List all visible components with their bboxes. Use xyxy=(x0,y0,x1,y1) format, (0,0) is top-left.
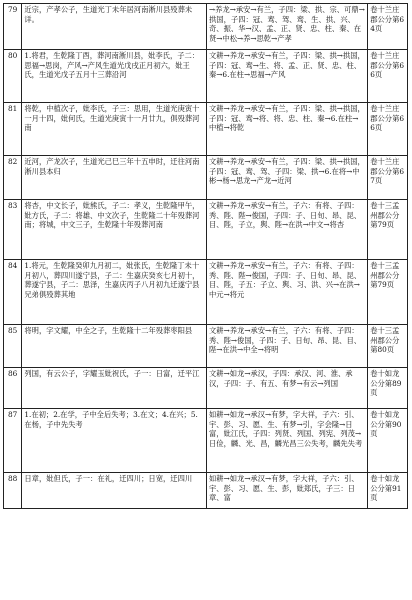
table-row xyxy=(4,103,408,156)
table-row xyxy=(4,200,408,260)
table-row xyxy=(4,156,408,200)
row-number: 85 xyxy=(4,325,22,368)
table-row xyxy=(4,325,408,368)
table-body xyxy=(4,4,408,509)
row-number: 83 xyxy=(4,200,22,260)
row-number: 84 xyxy=(4,260,22,325)
person-description: 近河，产龙次子，生道光己巳三年十五申时，迁往河南淅川县本归 xyxy=(22,156,207,200)
source-reference: 卷十如龙公分第90页 xyxy=(368,409,408,473)
source-reference: 卷十兰庄郡公分第64页 xyxy=(368,4,408,50)
person-description: 将乾，中植次子，妣李氏，子三：思用，生道光庚寅十一月十四，妣何氏，生道光庚寅十一月廿九，俱殁葬河南 xyxy=(22,103,207,156)
row-number: 86 xyxy=(4,368,22,409)
table-row xyxy=(4,368,408,409)
person-description: 将杏，中文长子，妣熊氏，子二：孝义，生乾隆甲午，妣方氏，子二：将雄、中文次子，生乾隆二十年殁葬河南；将城，中文三子，生乾隆十年殁葬河南 xyxy=(22,200,207,260)
person-description: 列国，有云公子，字耀玉妣祝氏，子一：日富，迁平江 xyxy=(22,368,207,409)
person-description: 近宗，产孝公子，生道光丁未年居河南淅川县殁葬未详。 xyxy=(22,4,207,50)
person-description: 日章，妣但氏，子一：在礼，迁四川；日宽，迁四川 xyxy=(22,473,207,509)
source-reference: 卷十三孟州郡公分第79页 xyxy=(368,200,408,260)
source-reference: 卷十三孟州郡公分第79页 xyxy=(368,260,408,325)
row-number: 87 xyxy=(4,409,22,473)
person-description: 1.将君，生乾隆丁酉，葬河南淅川县，妣李氏，子二：思福→思岗，产风→产风生道光戊戌正月初六，妣王氏，生道光戊子五月十三葬沿河 xyxy=(22,50,207,103)
table-row xyxy=(4,409,408,473)
source-reference: 卷十三孟州郡公分第80页 xyxy=(368,325,408,368)
table-row xyxy=(4,260,408,325)
table-row xyxy=(4,50,408,103)
source-reference: 卷十如龙公分第91页 xyxy=(368,473,408,509)
lineage-chain: 如耕→如龙→承汉→有梦，字大祥，子六：引、宇、彭、习、愿、生、有梦→引，字会隆→日富，妣江氏，子四：列贤、列国、列宪、列茂→日俭，麟、光、昌，麟光昌三公失考，麟先失考 xyxy=(207,409,368,473)
lineage-chain: 文耕→如龙→承汉，子四：承汉、河、淮、承汉，子四：子、有五、有梦→有云→列国 xyxy=(207,368,368,409)
row-number: 80 xyxy=(4,50,22,103)
person-description: 1.将元，生乾隆癸卯九月初二，妣张氏，生乾隆丁未十月初八，葬四川遂宁县，子二：生嘉庆癸亥七月初十，葬遂宁县，子二：思泽，生嘉庆丙子八月初九迁遂宁县兄弟俱殁葬其地 xyxy=(22,260,207,325)
lineage-chain: 文耕→养龙→承安→有兰，子六：有将、子四：秀、陛→俊国，子四：子、日旬、昂、昆、目、陛→在洪→中全→将明 xyxy=(207,325,368,368)
row-number: 79 xyxy=(4,4,22,50)
table-row xyxy=(4,4,408,50)
lineage-chain: 文耕→养龙→承安→有兰，子六：有将、子四：秀、陛、陛→俊国，子四：子、日旬、昂、昆、目、陛，子五：子立、舆、习、洪、兴→在洪→中元→将元 xyxy=(207,260,368,325)
lineage-chain: 文耕→养龙→承安→有兰，子六：有将、子四：秀、陛、陛→俊国，子四：子、日旬、昂、昆、目、陛，子立，舆、陛→在洪→中文→将杏 xyxy=(207,200,368,260)
lineage-chain: →养龙→承安→有兰，子四：梁、拱、宗、可鼎→拱国，子四：冠、鸾、驾、鸾、生、拱、兴、奇、振、华→汉、孟、正、贤、忠、柱、秦、在贤→中松→养→思乾→产孝 xyxy=(207,4,368,50)
table-row xyxy=(4,473,408,509)
genealogy-table xyxy=(3,3,408,509)
source-reference: 卷十兰庄郡公分第66页 xyxy=(368,103,408,156)
row-number: 81 xyxy=(4,103,22,156)
source-reference: 卷十兰庄郡公分第66页 xyxy=(368,50,408,103)
row-number: 88 xyxy=(4,473,22,509)
person-description: 1.在初；2.在学，子中全后失考；3.在文；4.在兴；5.在杨，子中先失考 xyxy=(22,409,207,473)
lineage-chain: 如耕→如龙→承汉→有梦，字大祥，子六：引、宇、彭、习、愿、生、彭，妣郑氏，子三：日章、富 xyxy=(207,473,368,509)
source-reference: 卷十兰庄郡公分第67页 xyxy=(368,156,408,200)
source-reference: 卷十如龙公分第89页 xyxy=(368,368,408,409)
lineage-chain: 文耕→养龙→承安→有兰，子四：梁、拱→拱国，子四：冠、鸾→生、将、孟、正、贤、忠、柱、秦→6.在柱→思福→产风 xyxy=(207,50,368,103)
person-description: 将明，字文耀，中全之子，生乾隆十二年殁葬枣阳县 xyxy=(22,325,207,368)
lineage-chain: 文耕→养龙→承安→有兰，子四：梁、拱→拱国，子四：冠、鸾→将、将、忠、柱、秦→6.在柱→中植→将乾 xyxy=(207,103,368,156)
lineage-chain: 文耕→养龙→承安→有兰，子四：梁、拱→拱国，子四：冠、鸾、驾、子四：梁、拱→6.在将→中彬→杨→思龙→产龙→近河 xyxy=(207,156,368,200)
row-number: 82 xyxy=(4,156,22,200)
